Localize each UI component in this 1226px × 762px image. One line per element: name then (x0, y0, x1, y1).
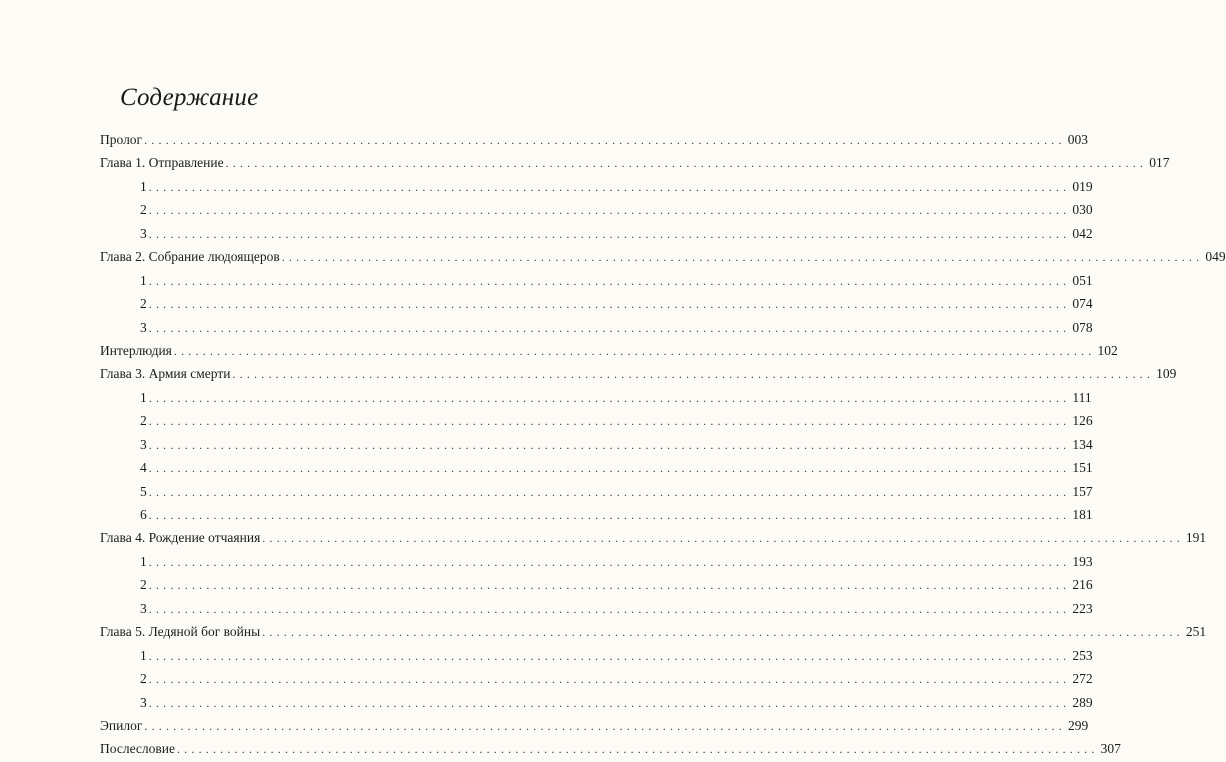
toc-dot-leader: ................................................................................................................................ (148, 203, 1071, 218)
toc-entry (100, 526, 1207, 549)
toc-dot-leader: ................................................................................................................................ (176, 742, 1099, 757)
toc-entry-title: Пролог (100, 132, 143, 147)
toc-page-number: 074 (1072, 296, 1093, 312)
toc-page-number: 102 (1097, 342, 1118, 358)
toc-entry-title: 2 (140, 296, 147, 312)
toc-page-number: 181 (1072, 507, 1093, 522)
toc-subentry (100, 316, 1093, 339)
toc-page-number: 126 (1072, 413, 1093, 429)
toc-dot-leader: ................................................................................................................................ (232, 367, 1155, 382)
toc-dot-leader: ................................................................................................................................ (148, 601, 1071, 616)
toc-page-number: 307 (1100, 741, 1121, 757)
toc-subentry (100, 456, 1093, 479)
toc-page-number: 134 (1072, 436, 1093, 452)
toc-entry-title: Интерлюдия (100, 342, 172, 358)
toc-subentry (100, 550, 1093, 573)
toc-entry (100, 339, 1118, 362)
toc-entry-title: 2 (140, 671, 147, 687)
toc-page-number: 017 (1149, 155, 1170, 171)
toc-entry-title: 5 (140, 483, 147, 499)
toc-dot-leader: ................................................................................................................................ (148, 648, 1071, 663)
toc-dot-leader: ................................................................................................................................ (148, 484, 1071, 499)
toc-entry-title: 3 (140, 319, 147, 335)
toc-entry-title: 6 (140, 507, 147, 522)
toc-page-number: 003 (1067, 132, 1088, 147)
toc-subentry (100, 292, 1093, 315)
toc-subentry (100, 691, 1093, 714)
toc-dot-leader: ................................................................................................................................ (262, 531, 1184, 546)
toc-page-number: 193 (1072, 553, 1093, 569)
toc-page-number: 111 (1072, 389, 1092, 405)
toc-dot-leader: ................................................................................................................................ (144, 718, 1066, 733)
toc-page-number: 191 (1185, 530, 1207, 546)
toc-entry-title: Глава 3. Армия смерти (100, 366, 231, 382)
toc-page-number: 109 (1156, 366, 1177, 382)
toc-entry (100, 128, 1088, 151)
toc-entry-title: 3 (140, 694, 147, 710)
toc-page-number: 019 (1072, 178, 1093, 194)
toc-subentry (100, 386, 1092, 409)
toc-entry-title: 3 (140, 436, 147, 452)
toc-dot-leader: ................................................................................................................................ (144, 133, 1066, 147)
toc-page-number: 251 (1185, 624, 1207, 640)
toc-dot-leader: ................................................................................................................................ (148, 320, 1071, 335)
toc-subentry (100, 597, 1093, 620)
toc-dot-leader: ................................................................................................................................ (148, 179, 1071, 194)
toc-entry-title: Послесловие (100, 741, 175, 757)
toc-entry-title: 3 (140, 225, 147, 241)
toc-entry-title: Глава 1. Отправление (100, 155, 224, 171)
toc-entry-title: Глава 2. Собрание людоящеров (100, 249, 280, 265)
toc-subentry (100, 433, 1093, 456)
toc-dot-leader: ................................................................................................................................ (281, 250, 1204, 265)
toc-entry-title: 1 (140, 272, 147, 288)
toc-heading: Содержание (120, 84, 259, 111)
toc-dot-leader: ................................................................................................................................ (148, 672, 1071, 687)
toc-page-number: 216 (1072, 577, 1093, 593)
toc-entry-title: 4 (140, 460, 147, 476)
toc-dot-leader: ................................................................................................................................ (148, 390, 1071, 405)
table-of-contents (100, 128, 1226, 761)
toc-dot-leader: ................................................................................................................................ (225, 156, 1148, 171)
toc-entry (100, 714, 1089, 737)
toc-dot-leader: ................................................................................................................................ (148, 297, 1071, 312)
toc-entry-title: 1 (140, 389, 147, 405)
toc-dot-leader: ................................................................................................................................ (148, 226, 1071, 241)
toc-dot-leader: ................................................................................................................................ (148, 461, 1071, 476)
toc-page-number: 253 (1072, 647, 1093, 663)
toc-dot-leader: ................................................................................................................................ (148, 578, 1071, 593)
toc-subentry (100, 503, 1093, 526)
toc-entry-title: Эпилог (100, 717, 143, 733)
toc-dot-leader: ................................................................................................................................ (173, 343, 1096, 358)
toc-page-number: 223 (1072, 600, 1093, 616)
toc-entry (100, 362, 1177, 385)
toc-entry-title: Глава 5. Ледяной бог войны (100, 624, 261, 640)
toc-page-number: 272 (1072, 671, 1093, 687)
toc-entry-title: 3 (140, 600, 147, 616)
toc-subentry (100, 198, 1093, 221)
toc-entry (100, 151, 1170, 174)
toc-dot-leader: ................................................................................................................................ (148, 273, 1071, 288)
toc-entry-title: Глава 4. Рождение отчаяния (100, 530, 261, 546)
toc-subentry (100, 573, 1093, 596)
toc-page-number: 030 (1072, 202, 1093, 218)
toc-subentry (100, 175, 1093, 198)
toc-entry-title: 1 (140, 647, 147, 663)
toc-dot-leader: ................................................................................................................................ (148, 554, 1071, 569)
toc-page-number: 289 (1072, 694, 1093, 710)
toc-dot-leader: ................................................................................................................................ (262, 625, 1184, 640)
toc-subentry (100, 480, 1093, 503)
toc-entry-title: 2 (140, 413, 147, 429)
toc-entry (100, 737, 1121, 760)
toc-subentry (100, 667, 1093, 690)
toc-dot-leader: ................................................................................................................................ (148, 414, 1071, 429)
toc-entry (100, 620, 1207, 643)
toc-page-number: 049 (1205, 249, 1226, 265)
toc-page-number: 151 (1072, 460, 1093, 476)
toc-dot-leader: ................................................................................................................................ (148, 695, 1071, 710)
toc-page-number: 157 (1072, 483, 1093, 499)
toc-dot-leader: ................................................................................................................................ (148, 437, 1071, 452)
toc-entry-title: 1 (140, 553, 147, 569)
toc-subentry (100, 644, 1093, 667)
toc-entry (100, 245, 1226, 268)
toc-page-number: 299 (1068, 717, 1089, 733)
toc-page-number: 051 (1072, 272, 1093, 288)
toc-entry-title: 1 (140, 178, 147, 194)
toc-dot-leader: ................................................................................................................................ (148, 508, 1071, 522)
toc-page-number: 078 (1072, 319, 1093, 335)
toc-entry-title: 2 (140, 202, 147, 218)
toc-entry-title: 2 (140, 577, 147, 593)
toc-subentry (100, 222, 1093, 245)
toc-subentry (100, 269, 1093, 292)
toc-subentry (100, 409, 1093, 432)
toc-page-number: 042 (1072, 225, 1093, 241)
